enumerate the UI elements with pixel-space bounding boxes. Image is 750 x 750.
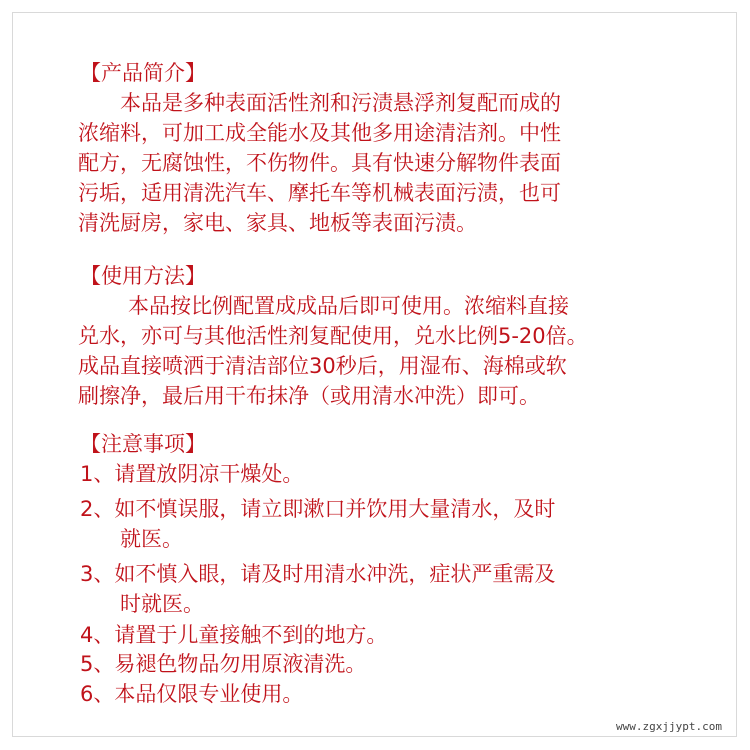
intro-line-1: 本品是多种表面活性剂和污渍悬浮剂复配而成的 xyxy=(120,91,561,115)
usage-line-1: 本品按比例配置成成品后即可使用。浓缩料直接 xyxy=(128,294,569,318)
notes-item-4: 4、请置于儿童接触不到的地方。 xyxy=(80,623,388,647)
intro-line-5: 清洗厨房，家电、家具、地板等表面污渍。 xyxy=(78,211,477,235)
intro-line-2: 浓缩料，可加工成全能水及其他多用途清洁剂。中性 xyxy=(78,121,561,145)
intro-heading: 【产品简介】 xyxy=(80,61,206,85)
notes-item-2-cont: 就医。 xyxy=(120,527,183,551)
watermark-url: www.zgxjjypt.com xyxy=(616,720,722,733)
notes-item-3: 3、如不慎入眼，请及时用清水冲洗，症状严重需及 xyxy=(80,562,556,586)
intro-line-3: 配方，无腐蚀性，不伤物件。具有快速分解物件表面 xyxy=(78,151,561,175)
intro-line-4: 污垢，适用清洗汽车、摩托车等机械表面污渍，也可 xyxy=(78,181,561,205)
notes-item-2: 2、如不慎误服，请立即漱口并饮用大量清水，及时 xyxy=(80,497,556,521)
notes-item-1: 1、请置放阴凉干燥处。 xyxy=(80,462,304,486)
notes-heading: 【注意事项】 xyxy=(80,432,206,456)
notes-item-5: 5、易褪色物品勿用原液清洗。 xyxy=(80,652,367,676)
usage-line-2: 兑水，亦可与其他活性剂复配使用，兑水比例5-20倍。 xyxy=(78,324,588,348)
notes-item-6: 6、本品仅限专业使用。 xyxy=(80,682,304,706)
usage-line-3: 成品直接喷洒于清洁部位30秒后，用湿布、海棉或软 xyxy=(78,354,567,378)
usage-line-4: 刷擦净，最后用干布抹净（或用清水冲洗）即可。 xyxy=(78,384,540,408)
usage-heading: 【使用方法】 xyxy=(80,264,206,288)
notes-item-3-cont: 时就医。 xyxy=(120,592,204,616)
